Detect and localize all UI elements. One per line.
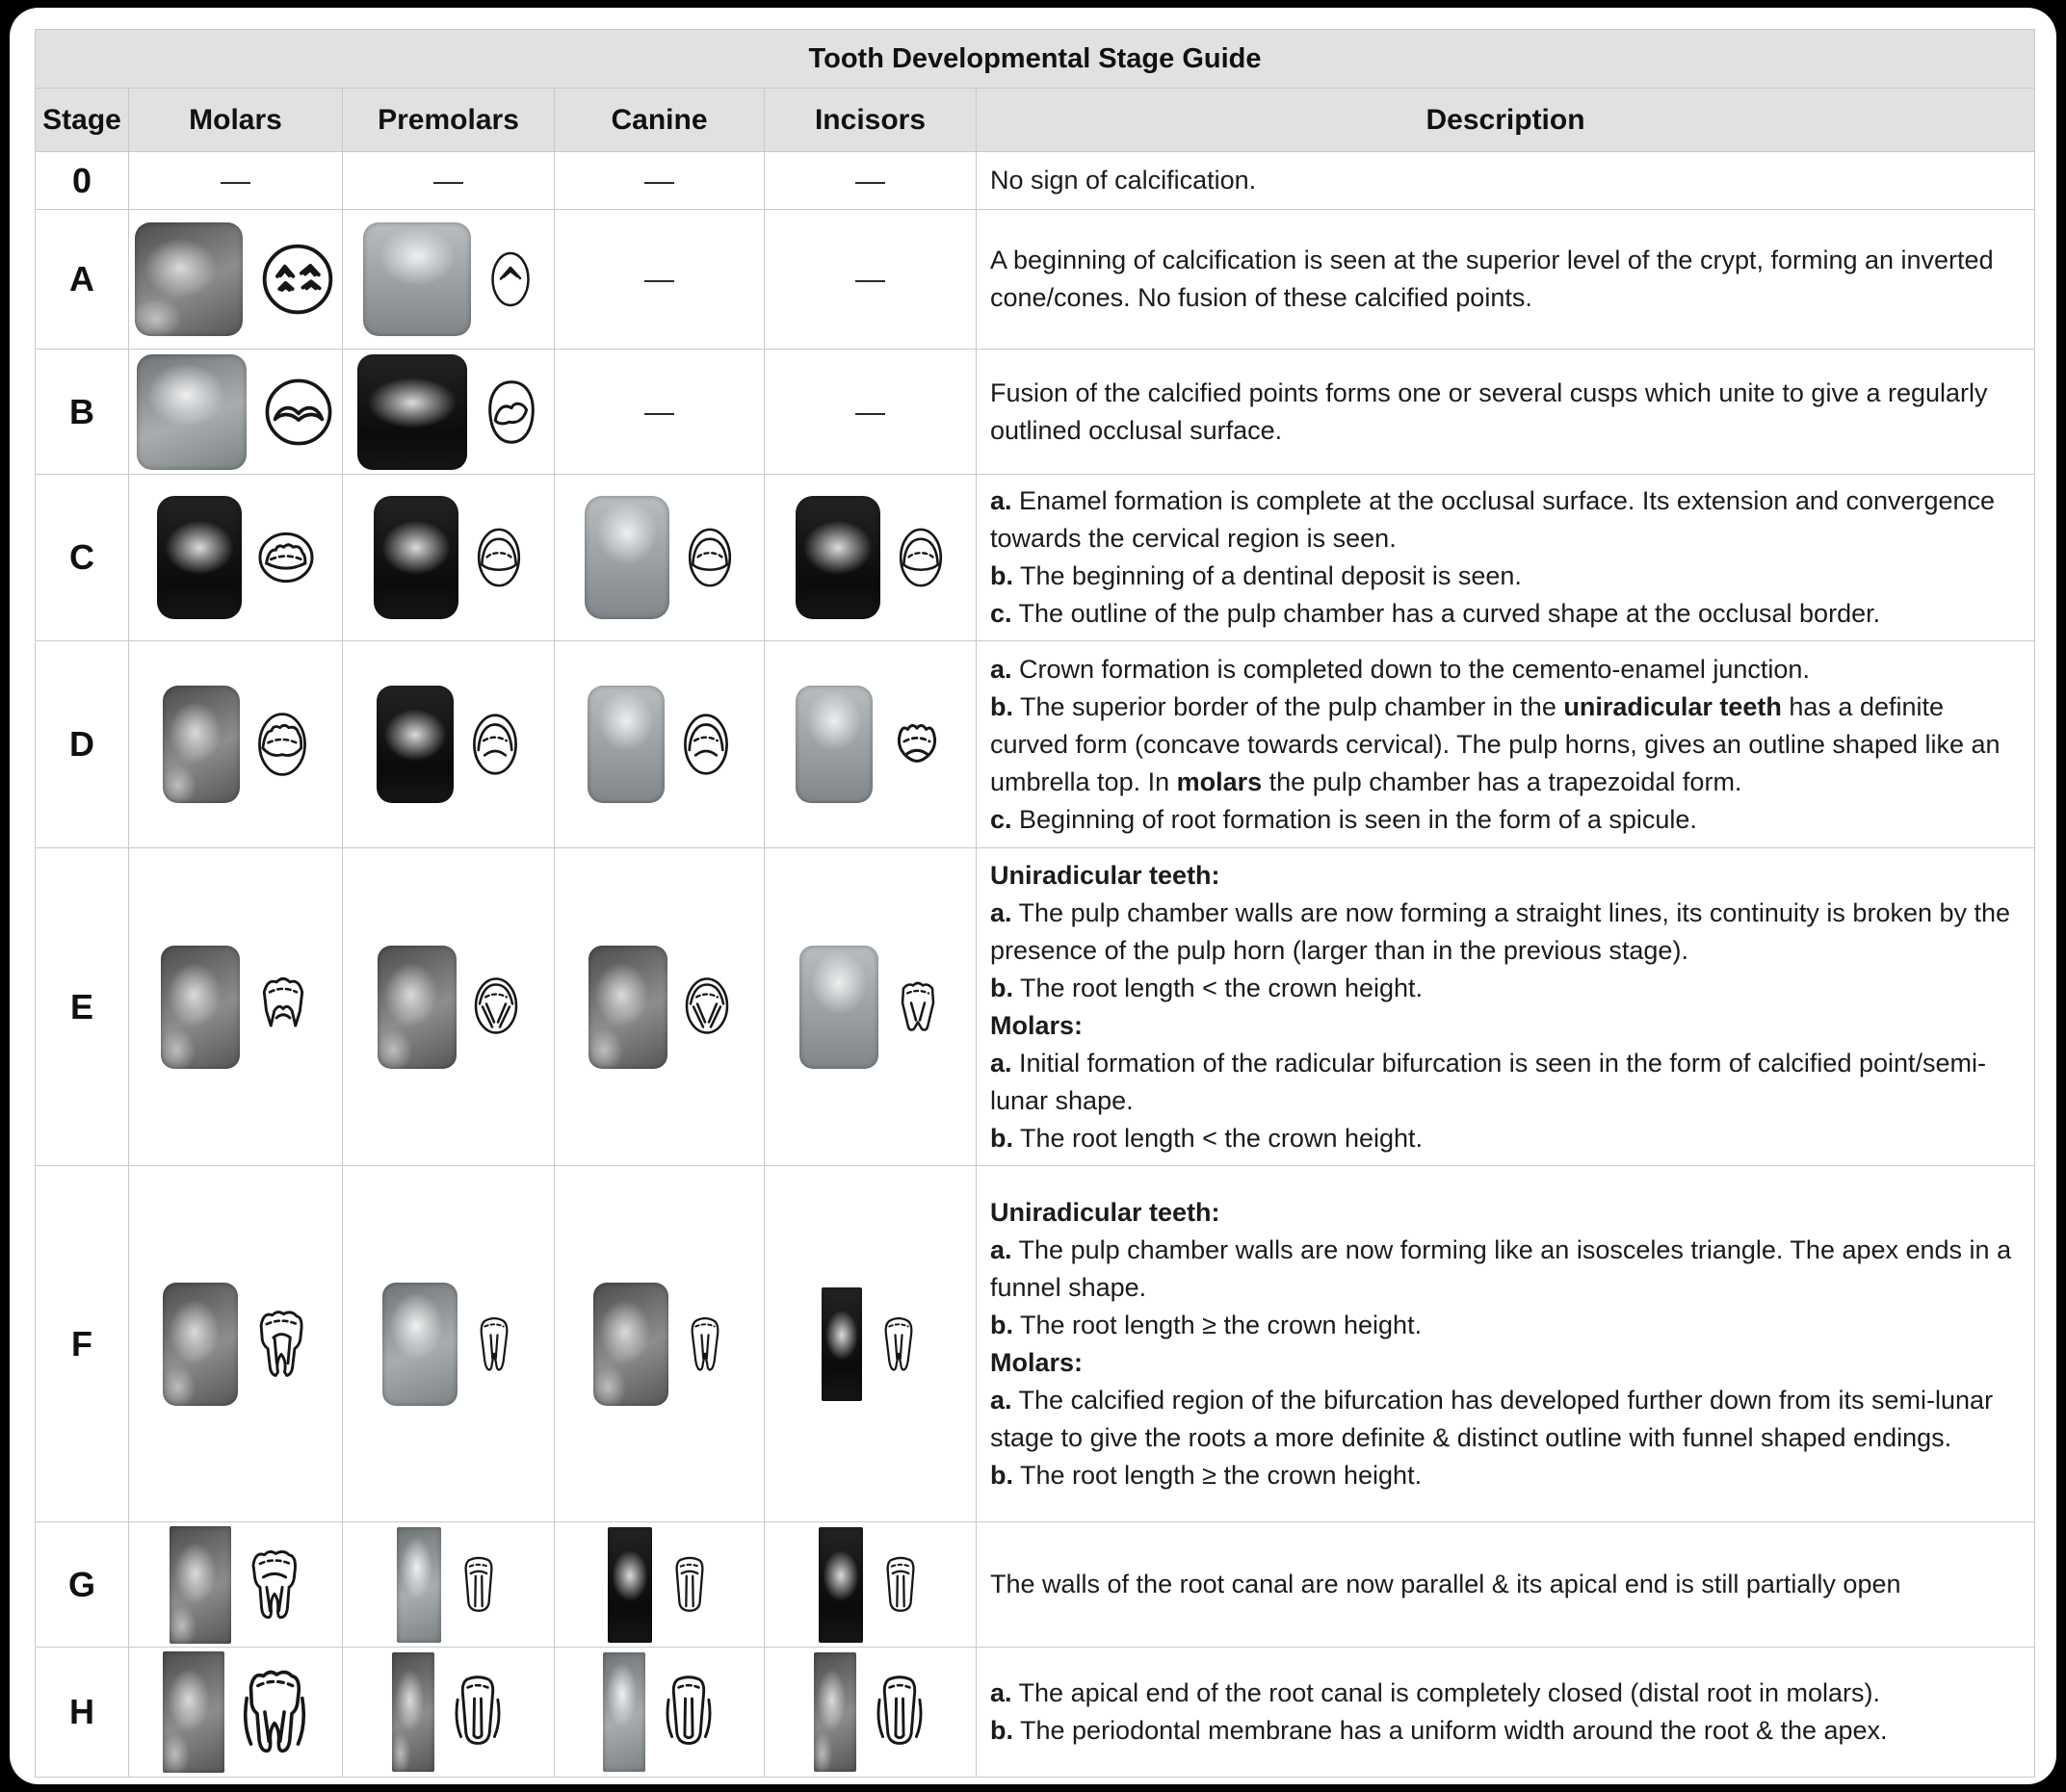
no-image-dash: — bbox=[855, 163, 885, 197]
canine-parallel-walls-sketch-icon bbox=[667, 1526, 712, 1644]
column-header-stage: Stage bbox=[36, 89, 129, 152]
description-cell bbox=[977, 1522, 2035, 1648]
canine-cell bbox=[555, 1648, 765, 1778]
stage-row-d bbox=[36, 641, 2035, 848]
molar-xray-image bbox=[163, 1651, 224, 1773]
stage-label: A bbox=[36, 210, 129, 350]
premolar-crown-complete-sketch-icon bbox=[469, 699, 521, 790]
molar-crown-complete-sketch-icon bbox=[255, 698, 309, 791]
incisors-cell bbox=[765, 475, 977, 641]
column-header-molars: Molars bbox=[129, 89, 343, 152]
molars-cell bbox=[129, 475, 343, 641]
premolar-xray-image bbox=[382, 1283, 458, 1406]
stage-label: F bbox=[36, 1166, 129, 1522]
canine-xray-image bbox=[593, 1283, 668, 1406]
canine-xray-image bbox=[603, 1652, 645, 1772]
incisor-xray-image bbox=[822, 1287, 862, 1401]
incisor-crown-complete-sketch-icon bbox=[888, 714, 946, 774]
stage-row-a bbox=[36, 210, 2035, 350]
stage-description: A beginning of calcification is seen at the superior level of the crypt, forming an inverted cone/cones. No fusion of these calcified points. bbox=[990, 246, 1994, 312]
column-header-premolars: Premolars bbox=[343, 89, 555, 152]
incisors-cell bbox=[765, 641, 977, 848]
canine-crown-complete-sketch-icon bbox=[680, 699, 732, 790]
stage-description: Uniradicular teeth: a. The pulp chamber walls are now forming a straight lines, its continuity is broken by the presence of the pulp horn (larger than in the previous stage). b. The root length < the crown height. Molars: a. Initial formation of the radicular bifurcation is seen in the form of calcified point/semi-lunar shape. b. The root length < the crown height. bbox=[990, 860, 2011, 1153]
description-cell bbox=[977, 641, 2035, 848]
stage-row-e bbox=[36, 848, 2035, 1166]
description-cell bbox=[977, 475, 2035, 641]
premolars-cell bbox=[343, 1522, 555, 1648]
premolars-cell bbox=[343, 350, 555, 475]
incisor-xray-image bbox=[814, 1652, 856, 1772]
incisors-cell bbox=[765, 1166, 977, 1522]
incisors-cell bbox=[765, 1522, 977, 1648]
incisor-xray-image bbox=[796, 496, 880, 619]
premolar-short-root-sketch-icon bbox=[472, 959, 520, 1055]
no-image-dash: — bbox=[855, 394, 885, 429]
canine-xray-image bbox=[588, 946, 667, 1069]
molar-closed-apex-sketch-icon bbox=[240, 1650, 309, 1774]
premolars-cell bbox=[343, 475, 555, 641]
canine-xray-image bbox=[608, 1527, 652, 1643]
premolars-cell bbox=[343, 1166, 555, 1522]
premolar-xray-image bbox=[397, 1527, 441, 1643]
canine-xray-image bbox=[588, 686, 665, 803]
molar-xray-image bbox=[137, 354, 247, 470]
incisor-parallel-walls-sketch-icon bbox=[878, 1526, 923, 1644]
molars-cell bbox=[129, 350, 343, 475]
premolar-fused-cusps-sketch-icon bbox=[483, 374, 540, 451]
canine-cell bbox=[555, 641, 765, 848]
incisors-cell bbox=[765, 152, 977, 210]
premolar-xray-image bbox=[378, 946, 457, 1069]
stage-label: C bbox=[36, 475, 129, 641]
premolars-cell bbox=[343, 641, 555, 848]
no-image-dash: — bbox=[644, 394, 674, 429]
tooth-stage-guide-table bbox=[35, 29, 2035, 1778]
molar-fused-cusps-sketch-icon bbox=[262, 377, 335, 448]
no-image-dash: — bbox=[644, 262, 674, 296]
page-title: Tooth Developmental Stage Guide bbox=[36, 30, 2035, 89]
stage-description: Fusion of the calcified points forms one or several cusps which unite to give a regularly outlined occlusal surface. bbox=[990, 377, 1988, 445]
stage-label: H bbox=[36, 1648, 129, 1778]
premolar-closed-apex-sketch-icon bbox=[450, 1651, 506, 1773]
stage-description: a. The apical end of the root canal is completely closed (distal root in molars). b. The periodontal membrane has a uniform width around the root & the apex. bbox=[990, 1678, 1888, 1745]
title-row bbox=[36, 30, 2035, 89]
description-cell bbox=[977, 210, 2035, 350]
premolars-cell bbox=[343, 848, 555, 1166]
premolar-xray-image bbox=[392, 1652, 434, 1772]
canine-xray-image bbox=[585, 496, 669, 619]
incisor-xray-image bbox=[819, 1527, 863, 1643]
column-header-incisors: Incisors bbox=[765, 89, 977, 152]
premolar-funnel-root-sketch-icon bbox=[473, 1288, 515, 1400]
stage-label: D bbox=[36, 641, 129, 848]
stage-label: B bbox=[36, 350, 129, 475]
canine-cell bbox=[555, 475, 765, 641]
stage-label: E bbox=[36, 848, 129, 1166]
incisor-xray-image bbox=[796, 686, 873, 803]
molar-enamel-crown-sketch-icon bbox=[257, 519, 315, 596]
molars-cell bbox=[129, 641, 343, 848]
molars-cell bbox=[129, 1648, 343, 1778]
canine-cell bbox=[555, 152, 765, 210]
premolars-cell bbox=[343, 152, 555, 210]
molar-parallel-walls-sketch-icon bbox=[247, 1526, 302, 1644]
canine-cell bbox=[555, 210, 765, 350]
no-image-dash: — bbox=[433, 163, 463, 197]
molars-cell bbox=[129, 848, 343, 1166]
molars-cell bbox=[129, 1166, 343, 1522]
incisors-cell bbox=[765, 848, 977, 1166]
molar-xray-image bbox=[161, 946, 240, 1069]
molars-cell bbox=[129, 152, 343, 210]
premolar-xray-image bbox=[357, 354, 467, 470]
no-image-dash: — bbox=[644, 163, 674, 197]
column-header-canine: Canine bbox=[555, 89, 765, 152]
header-row bbox=[36, 89, 2035, 152]
molars-cell bbox=[129, 1522, 343, 1648]
molar-calcified-points-sketch-icon bbox=[258, 242, 337, 317]
incisor-funnel-root-sketch-icon bbox=[877, 1288, 920, 1400]
canine-cell bbox=[555, 350, 765, 475]
stage-description: a. Enamel formation is complete at the occlusal surface. Its extension and convergence towards the cervical region is seen. b. The beginning of a dentinal deposit is seen. c. The outline of the pulp chamber has a curved shape at the occlusal border. bbox=[990, 486, 1996, 628]
molars-cell bbox=[129, 210, 343, 350]
stage-row-f bbox=[36, 1166, 2035, 1522]
molar-xray-image bbox=[163, 1283, 238, 1406]
incisor-xray-image bbox=[799, 946, 878, 1069]
description-cell bbox=[977, 1166, 2035, 1522]
stage-row-b bbox=[36, 350, 2035, 475]
no-image-dash: — bbox=[221, 163, 250, 197]
stage-row-h bbox=[36, 1648, 2035, 1778]
molar-xray-image bbox=[157, 496, 242, 619]
stage-description: Uniradicular teeth: a. The pulp chamber walls are now forming like an isosceles triangle. The apex ends in a funnel shape. b. The root length ≥ the crown height. Molars: a. The calcified region of the bifurcation has developed further down from its semi-lunar stage to give the roots a more definite & distinct outline with funnel shaped endings. b. The root length ≥ the crown height. bbox=[990, 1197, 2012, 1490]
molar-funnel-roots-sketch-icon bbox=[253, 1287, 309, 1401]
canine-cell bbox=[555, 1166, 765, 1522]
incisors-cell bbox=[765, 210, 977, 350]
description-cell bbox=[977, 152, 2035, 210]
molar-xray-image bbox=[135, 222, 243, 336]
molar-xray-image bbox=[170, 1526, 231, 1644]
premolar-enamel-crown-sketch-icon bbox=[474, 513, 524, 602]
incisors-cell bbox=[765, 1648, 977, 1778]
premolar-xray-image bbox=[377, 686, 454, 803]
column-header-description: Description bbox=[977, 89, 2035, 152]
stage-row-g bbox=[36, 1522, 2035, 1648]
description-cell bbox=[977, 350, 2035, 475]
canine-short-root-sketch-icon bbox=[683, 959, 731, 1055]
premolars-cell bbox=[343, 1648, 555, 1778]
description-cell bbox=[977, 848, 2035, 1166]
incisors-cell bbox=[765, 350, 977, 475]
description-cell bbox=[977, 1648, 2035, 1778]
molar-xray-image bbox=[163, 686, 240, 803]
premolar-xray-image bbox=[374, 496, 458, 619]
premolar-xray-image bbox=[363, 222, 471, 336]
premolars-cell bbox=[343, 210, 555, 350]
canine-funnel-root-sketch-icon bbox=[684, 1288, 726, 1400]
molar-root-bifurcation-sketch-icon bbox=[255, 958, 311, 1056]
incisor-short-root-sketch-icon bbox=[894, 959, 942, 1055]
premolar-parallel-walls-sketch-icon bbox=[457, 1526, 501, 1644]
stage-description: No sign of calcification. bbox=[990, 166, 1257, 195]
incisor-closed-apex-sketch-icon bbox=[872, 1651, 928, 1773]
no-image-dash: — bbox=[855, 262, 885, 296]
premolar-calcified-point-sketch-icon bbox=[486, 238, 535, 321]
canine-enamel-crown-sketch-icon bbox=[685, 513, 735, 602]
stage-label: G bbox=[36, 1522, 129, 1648]
canine-cell bbox=[555, 1522, 765, 1648]
stage-row-0 bbox=[36, 152, 2035, 210]
stage-row-c bbox=[36, 475, 2035, 641]
stage-description: a. Crown formation is completed down to the cemento-enamel junction. b. The superior border of the pulp chamber in the uniradicular teeth has a definite curved form (concave towards cervical). The pulp horns, gives an outline shaped like an umbrella top. In molars the pulp chamber has a trapezoidal form. c. Beginning of root formation is seen in the form of a spicule. bbox=[990, 654, 2001, 834]
stage-label: 0 bbox=[36, 152, 129, 210]
canine-closed-apex-sketch-icon bbox=[661, 1651, 717, 1773]
incisor-enamel-crown-sketch-icon bbox=[896, 513, 946, 602]
canine-cell bbox=[555, 848, 765, 1166]
stage-description: The walls of the root canal are now parallel & its apical end is still partially open bbox=[990, 1570, 1901, 1598]
